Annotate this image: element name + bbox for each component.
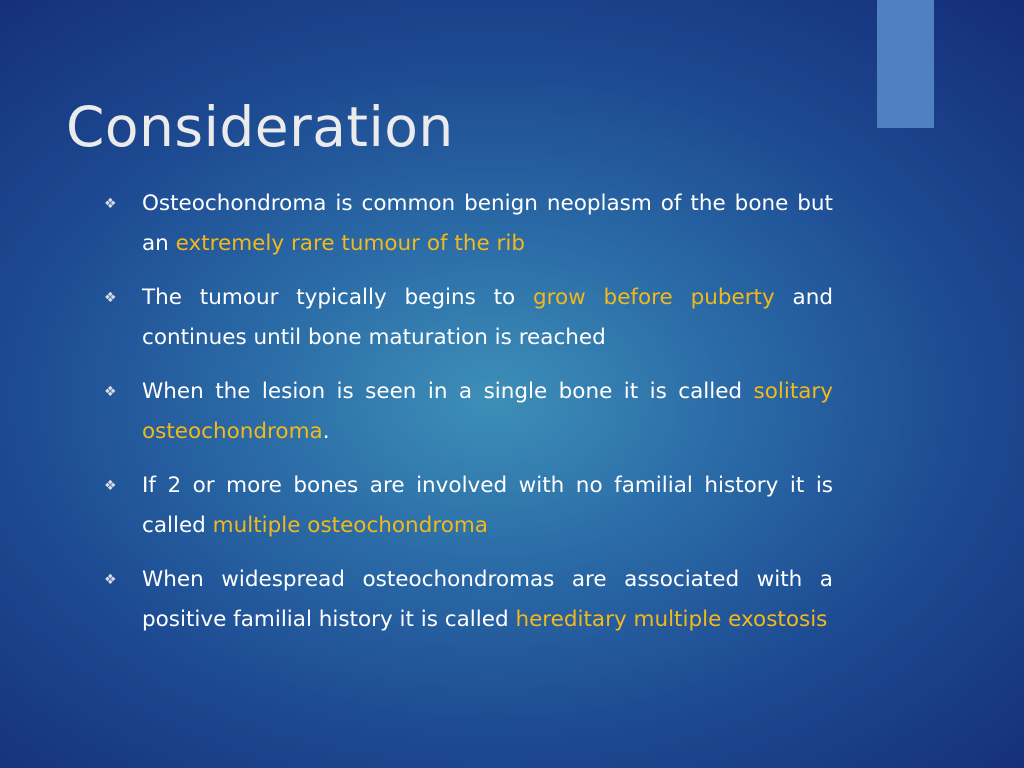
bullet-text-plain: and continues until bone maturation is reached — [142, 285, 833, 350]
bullet-item-1 — [100, 184, 833, 264]
bullet-text-plain: If 2 or more bones are involved with no familial history it is called — [142, 473, 833, 538]
bullet-text-plain: When widespread osteochondromas are associated with a positive familial history it is called — [142, 567, 833, 632]
bullet-list — [100, 184, 833, 654]
diamond-bullet-icon: ❖ — [104, 196, 117, 212]
bullet-text-plain: . — [322, 419, 330, 444]
diamond-bullet-icon: ❖ — [104, 572, 117, 588]
bullet-text-highlight: hereditary multiple exostosis — [515, 607, 828, 632]
diamond-bullet-icon: ❖ — [104, 384, 117, 400]
diamond-bullet-icon: ❖ — [104, 290, 117, 306]
bullet-text-highlight: grow before puberty — [533, 285, 775, 310]
bullet-item-3 — [100, 372, 833, 452]
bullet-item-5 — [100, 560, 833, 640]
bullet-item-2 — [100, 278, 833, 358]
bullet-text-highlight: multiple osteochondroma — [212, 513, 488, 538]
diamond-bullet-icon: ❖ — [104, 478, 117, 494]
bullet-text-highlight: extremely rare tumour of the rib — [175, 231, 525, 256]
bullet-text-plain: When the lesion is seen in a single bone it is called — [142, 379, 754, 404]
bullet-text-plain: Osteochondroma is common benign neoplasm of the bone but an — [142, 191, 833, 256]
bullet-text-highlight: solitary osteochondroma — [142, 379, 833, 444]
slide-title: Consideration — [66, 94, 454, 159]
title-accent-bar — [877, 0, 934, 128]
bullet-item-4 — [100, 466, 833, 546]
bullet-text-plain: The tumour typically begins to — [142, 285, 533, 310]
